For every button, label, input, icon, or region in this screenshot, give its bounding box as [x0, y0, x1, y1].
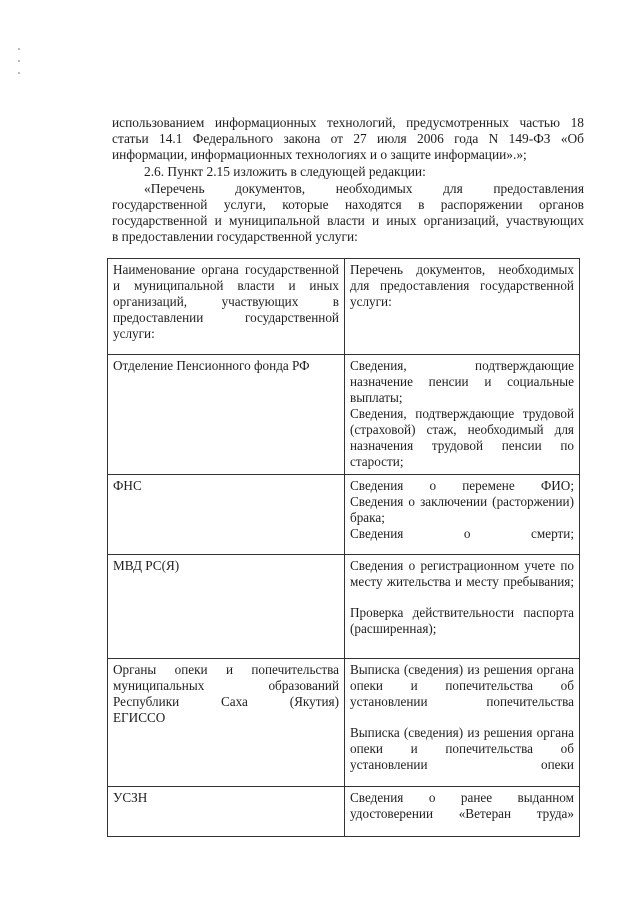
table-row — [108, 475, 580, 555]
text-line: статьи 14.1 Федерального закона от 27 июля 2006 года N 149-ФЗ «Об — [112, 131, 584, 146]
intro-paragraph — [112, 181, 584, 245]
text-line: государственной услуги, которые находятся в распоряжении органов — [112, 197, 584, 212]
docs-cell — [345, 787, 580, 837]
doc-item: Сведения, подтверждающие трудовой (страховой) стаж, необходимый для назначения трудовой пенсии по старости; — [350, 406, 574, 469]
doc-item: Сведения о смерти; — [350, 526, 574, 541]
org-cell: МВД РС(Я) — [108, 555, 345, 659]
continuation-paragraph — [112, 115, 584, 163]
text-line: государственной и муниципальной власти и иных организаций, участвующих — [112, 213, 584, 228]
docs-cell — [345, 555, 580, 659]
text-line: использованием информационных технологий, предусмотренных частью 18 — [112, 115, 584, 130]
doc-item: Сведения, подтверждающие назначение пенсии и социальные выплаты; — [350, 358, 574, 405]
doc-item: Выписка (сведения) из решения органа опеки и попечительства об установлении опеки — [350, 725, 574, 772]
docs-cell — [345, 475, 580, 555]
text-line: «Перечень документов, необходимых для предоставления — [144, 181, 584, 196]
spacer — [350, 710, 574, 725]
table-header-row — [108, 259, 580, 355]
org-cell — [108, 659, 345, 787]
org-cell: УСЗН — [108, 787, 345, 837]
table-row — [108, 659, 580, 787]
header-cell-org: Наименование органа государственной и муниципальной власти и иных организаций, участвующих в предоставлении государственной услуги: — [108, 259, 345, 355]
header-cell-docs: Перечень документов, необходимых для предоставления государственной услуги: — [345, 259, 580, 355]
spacer — [350, 590, 574, 605]
table-row — [108, 555, 580, 659]
doc-item: Выписка (сведения) из решения органа опеки и попечительства об установлении попечительства — [350, 662, 574, 709]
point-paragraph: 2.6. Пункт 2.15 изложить в следующей редакции: — [144, 164, 426, 179]
org-name-egisso: ЕГИССО — [113, 710, 166, 725]
margin-mark — [18, 48, 20, 50]
text-line: информации, информационных технологиях и о защите информации».»; — [112, 147, 527, 162]
docs-cell — [345, 355, 580, 475]
doc-item: Сведения о регистрационном учете по месту жительства и месту пребывания; — [350, 558, 574, 589]
org-cell: ФНС — [108, 475, 345, 555]
margin-mark — [18, 60, 20, 62]
org-cell: Отделение Пенсионного фонда РФ — [108, 355, 345, 475]
text-line: в предоставлении государственной услуги: — [112, 229, 358, 244]
table-row — [108, 787, 580, 837]
table-row — [108, 355, 580, 475]
documents-table — [107, 258, 580, 837]
org-name: Органы опеки и попечительства муниципальных образований Республики Саха (Якутия) — [113, 662, 339, 709]
doc-item: Сведения о перемене ФИО; — [350, 478, 574, 493]
doc-item: Проверка действительности паспорта (расширенная); — [350, 605, 574, 636]
margin-mark — [18, 72, 20, 74]
doc-item: Сведения о ранее выданном удостоверении «Ветеран труда» — [350, 790, 574, 821]
doc-item: Сведения о заключении (расторжении) брака; — [350, 494, 574, 525]
docs-cell — [345, 659, 580, 787]
